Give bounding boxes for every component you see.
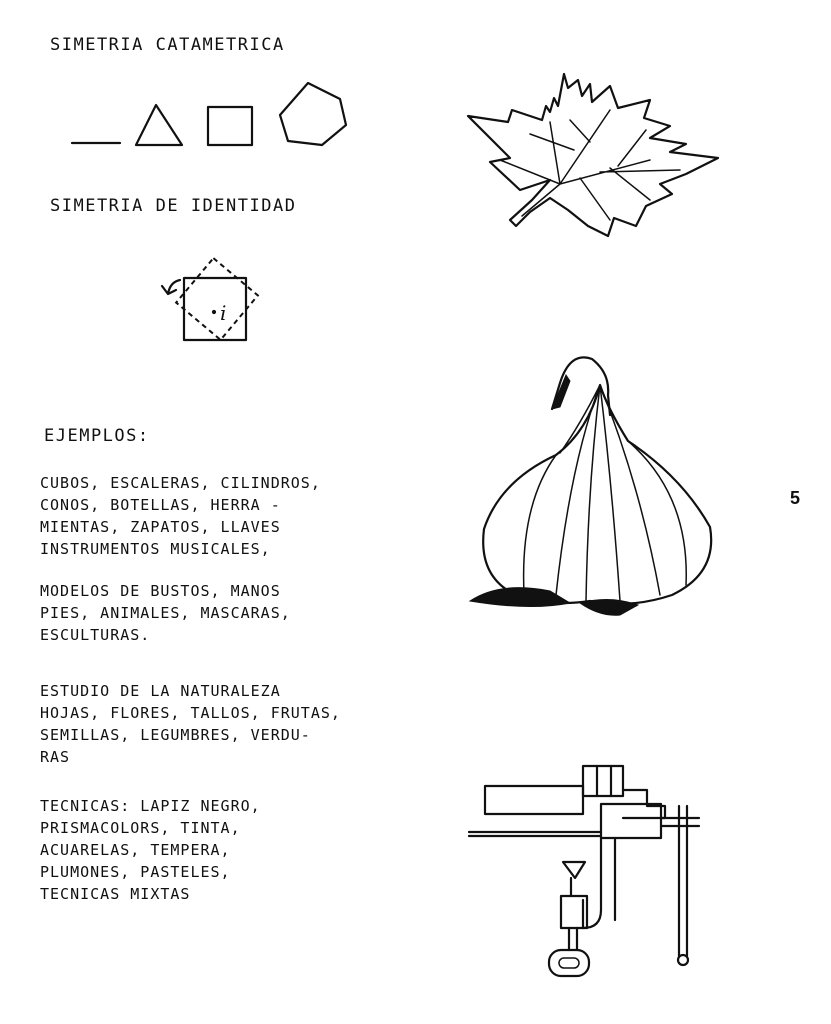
identity-symmetry-diagram [150,258,290,368]
shape-sequence [60,75,360,165]
examples-models: MODELOS DE BUSTOS, MANOS PIES, ANIMALES, MASCARAS, ESCULTURAS. [40,582,291,644]
heading-examples: EJEMPLOS: [44,426,150,446]
maple-leaf-icon [450,50,750,250]
rotation-arrow-icon [162,280,180,294]
triangle-icon [136,105,182,145]
bench-vise-icon [465,760,715,1000]
examples-objects: CUBOS, ESCALERAS, CILINDROS, CONOS, BOTELLAS, HERRA - MIENTAS, ZAPATOS, LLAVES INSTRUMENTOS MUSICALES, [40,474,321,558]
pentagon-icon [280,83,346,145]
identity-label: i [220,301,227,325]
examples-nature: ESTUDIO DE LA NATURALEZA HOJAS, FLORES, TALLOS, FRUTAS, SEMILLAS, LEGUMBRES, VERDU- RAS [40,682,341,766]
square-icon [208,107,252,145]
heading-catametric-symmetry: SIMETRIA CATAMETRICA [50,35,285,55]
heading-identity-symmetry: SIMETRIA DE IDENTIDAD [50,196,297,216]
garlic-icon [460,345,730,625]
page-number: 5 [790,488,801,508]
examples-techniques: TECNICAS: LAPIZ NEGRO, PRISMACOLORS, TINTA, ACUARELAS, TEMPERA, PLUMONES, PASTELES, TECNICAS MIXTAS [40,797,261,903]
solid-square [184,278,246,340]
